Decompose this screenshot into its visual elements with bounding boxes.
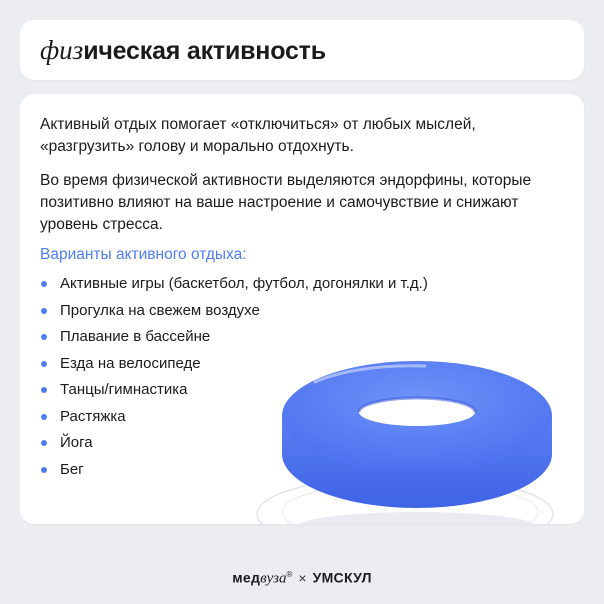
page-title — [40, 34, 326, 67]
bullet-icon — [41, 361, 47, 367]
bullet-icon — [41, 334, 47, 340]
brand-medvuza-part2: вуза — [260, 570, 287, 587]
bullet-icon — [41, 440, 47, 446]
options-subheading: Варианты активного отдыха: — [40, 246, 247, 263]
brand-medvuza-part1: мед — [232, 569, 261, 586]
registered-mark: ® — [286, 570, 293, 579]
list-item-label: Езда на велосипеде — [60, 354, 201, 372]
endorphins-paragraph: Во время физической активности выделяются эндорфины, которые позитивно влияют на ваше настроение и самочувствие и снижают уровень стресса. — [40, 172, 532, 233]
bullet-icon — [41, 308, 47, 314]
title-italic-part: физ — [40, 35, 84, 65]
list-item-label: Йога — [60, 434, 93, 451]
ring-shadow — [299, 512, 535, 524]
bullet-icon — [41, 387, 47, 393]
collab-separator: × — [298, 569, 307, 586]
list-item-label: Танцы/гимнастика — [60, 381, 188, 398]
list-item — [40, 273, 428, 300]
list-item-label: Плавание в бассейне — [60, 328, 211, 345]
list-item-label: Бег — [60, 460, 84, 478]
title-bold-part: ическая активность — [83, 37, 326, 65]
bullet-icon — [41, 467, 47, 473]
bullet-icon — [41, 414, 47, 420]
swim-ring-illustration — [225, 354, 584, 524]
footer-logo — [0, 566, 604, 588]
header-card — [20, 20, 584, 80]
list-item-label: Активные игры (баскетбол, футбол, догонялки и т.д.) — [60, 275, 428, 292]
bullet-icon — [41, 281, 47, 287]
list-item — [40, 326, 428, 353]
list-item-label: Прогулка на свежем воздухе — [60, 301, 260, 319]
content-card — [20, 94, 584, 524]
intro-paragraph: Активный отдых помогает «отключиться» от любых мыслей, «разгрузить» голову и морально отдохнуть. — [40, 116, 476, 155]
list-item-label: Растяжка — [60, 407, 126, 425]
list-item — [40, 300, 428, 327]
brand-umskul: УМСКУЛ — [312, 569, 372, 586]
